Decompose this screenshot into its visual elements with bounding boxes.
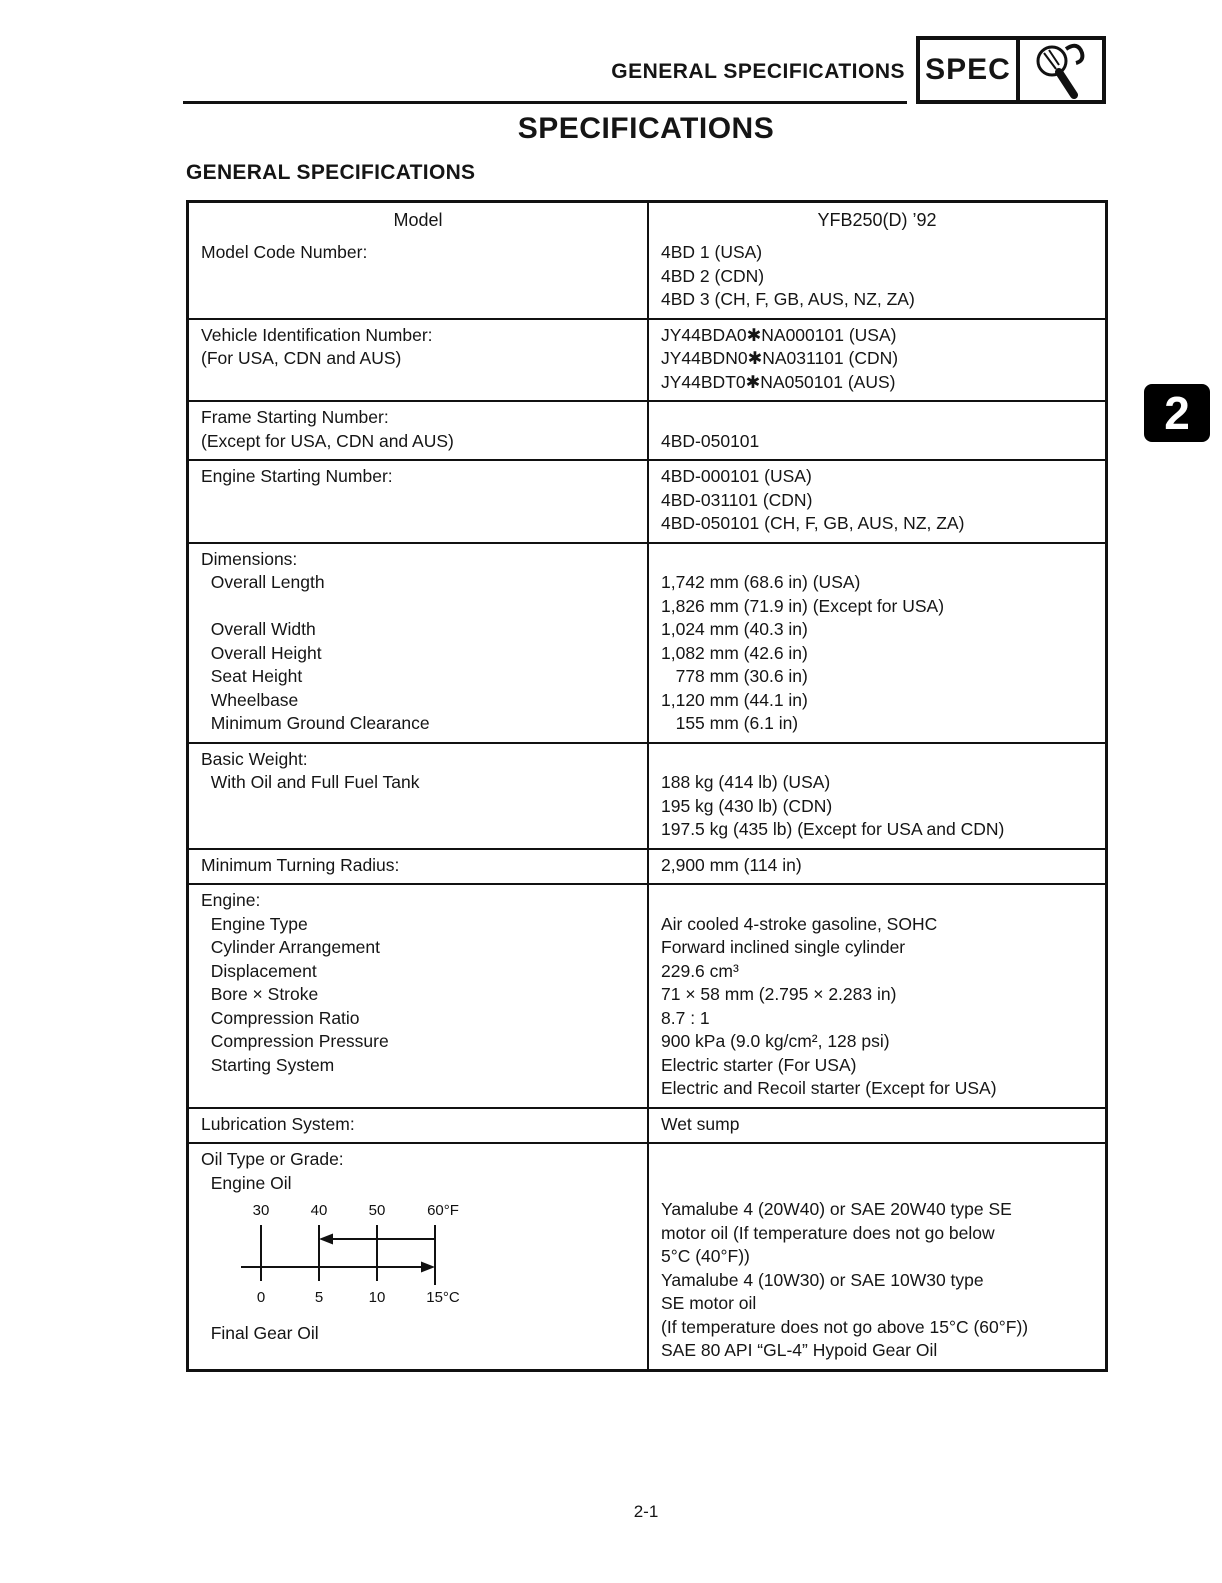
chart-tick-label: 10 (368, 1289, 386, 1306)
spec-name-cell (189, 544, 649, 742)
spec-value-line (661, 548, 1095, 572)
oil-temperature-chart (231, 1201, 481, 1316)
header-section-title: GENERAL SPECIFICATIONS (611, 60, 905, 83)
spec-label-line: With Oil and Full Fuel Tank (201, 772, 420, 792)
spec-label-line: Basic Weight: (201, 748, 308, 769)
spec-value-cell (649, 1144, 1105, 1369)
spec-value-cell (649, 237, 1105, 318)
spec-value-line (661, 889, 1095, 913)
page-title: SPECIFICATIONS (517, 112, 775, 145)
spec-label-line: Oil Type or Grade: (201, 1149, 344, 1169)
spec-value-line: Air cooled 4-stroke gasoline, SOHC (661, 913, 938, 934)
spec-value-line: 4BD 2 (CDN) (661, 265, 765, 286)
spec-name-cell (189, 402, 649, 459)
spec-value-line: 4BD 3 (CH, F, GB, AUS, NZ, ZA) (661, 289, 915, 309)
spec-value-line (661, 406, 1095, 430)
chart-tick-label: 30 (252, 1202, 270, 1219)
spec-label-line: Wheelbase (201, 689, 299, 710)
spec-value-line: 900 kPa (9.0 kg/cm², 128 psi) (661, 1031, 890, 1051)
table-row (189, 400, 1105, 459)
chart-tick-label: 40 (310, 1202, 328, 1219)
table-header-row (189, 203, 1105, 237)
spec-value-line: 1,742 mm (68.6 in) (USA) (661, 572, 861, 592)
spec-label-line: Dimensions: (201, 548, 298, 569)
spec-value-line: JY44BDT0✱NA050101 (AUS) (661, 371, 896, 392)
spec-value-line: 1,082 mm (42.6 in) (661, 642, 808, 663)
spec-table-body (189, 237, 1105, 1369)
spec-value-line: 1,024 mm (40.3 in) (661, 619, 808, 639)
spec-value-line: JY44BDN0✱NA031101 (CDN) (661, 348, 899, 368)
column-header-model: Model (189, 203, 649, 237)
spec-label-line: (For USA, CDN and AUS) (201, 348, 402, 368)
spec-value-line: SAE 80 API “GL-4” Hypoid Gear Oil (661, 1340, 938, 1360)
spec-table (186, 200, 1108, 1372)
spec-value-line: 197.5 kg (435 lb) (Except for USA and CDN) (661, 819, 1005, 839)
chapter-tab: 2 (1144, 384, 1210, 442)
spec-name-cell (189, 461, 649, 542)
spec-value-cell (649, 320, 1105, 401)
spec-value-line: 5°C (40°F)) (661, 1246, 750, 1266)
spec-label-line: Starting System (201, 1054, 335, 1075)
spec-value-cell (649, 402, 1105, 459)
header-rule (183, 101, 907, 104)
spec-label-line: Lubrication System: (201, 1113, 355, 1134)
section-title: GENERAL SPECIFICATIONS (186, 161, 476, 184)
spec-name-cell (189, 237, 649, 318)
table-row (189, 459, 1105, 542)
spec-value-line: 4BD-050101 (661, 430, 760, 451)
spec-value-line: 8.7 : 1 (661, 1007, 710, 1028)
spec-value-line: JY44BDA0✱NA000101 (USA) (661, 324, 897, 345)
spec-label-line: Bore × Stroke (201, 984, 319, 1004)
spec-value-line: (If temperature does not go above 15°C (60°F)) (661, 1316, 1029, 1337)
chart-tick-label: 60°F (427, 1202, 459, 1219)
spec-value-line: 778 mm (30.6 in) (661, 666, 808, 686)
spec-value-line: 71 × 58 mm (2.795 × 2.283 in) (661, 984, 897, 1004)
spec-value-line: 1,826 mm (71.9 in) (Except for USA) (661, 595, 945, 616)
column-header-value: YFB250(D) ’92 (817, 209, 937, 230)
spec-label-line: Engine Type (201, 913, 308, 934)
spec-value-cell (649, 461, 1105, 542)
spec-name-cell (189, 1144, 649, 1369)
spec-value-line: 4BD-050101 (CH, F, GB, AUS, NZ, ZA) (661, 513, 965, 533)
spec-value-cell (649, 885, 1105, 1107)
spec-label-line: Engine Starting Number: (201, 466, 393, 486)
spec-value-cell (649, 1109, 1105, 1143)
spec-value-line: motor oil (If temperature does not go below (661, 1222, 995, 1243)
spec-value-line: 1,120 mm (44.1 in) (661, 689, 808, 710)
spec-value-cell (649, 850, 1105, 884)
spec-value-line: 2,900 mm (114 in) (661, 854, 802, 875)
spec-value-line: 4BD-000101 (USA) (661, 466, 812, 486)
spec-label-line: Minimum Turning Radius: (201, 854, 400, 875)
spec-value-line: 229.6 cm³ (661, 960, 739, 981)
spec-value-line: 4BD-031101 (CDN) (661, 489, 813, 510)
dial-gauge-icon (1020, 40, 1102, 100)
table-row (189, 1107, 1105, 1143)
table-row (189, 237, 1105, 318)
spec-label-line: Overall Width (201, 619, 316, 639)
spec-value-line: SE motor oil (661, 1293, 757, 1313)
spec-value-line: Yamalube 4 (10W30) or SAE 10W30 type (661, 1269, 984, 1290)
spec-stamp (916, 36, 1106, 104)
spec-label-line: Engine: (201, 890, 261, 910)
spec-label-line: Seat Height (201, 666, 303, 686)
spec-value-line: 4BD 1 (USA) (661, 242, 763, 262)
spec-value-cell (649, 544, 1105, 742)
spec-name-cell (189, 1109, 649, 1143)
spec-value-line: Wet sump (661, 1113, 740, 1134)
spec-value-cell (649, 744, 1105, 848)
chart-tick-label: 15°C (426, 1289, 460, 1306)
spec-value-line: Electric starter (For USA) (661, 1054, 857, 1075)
spec-label-line (201, 595, 637, 619)
table-row (189, 318, 1105, 401)
spec-label-line: Displacement (201, 960, 317, 981)
table-row (189, 742, 1105, 848)
spec-label-line: Compression Ratio (201, 1007, 360, 1028)
table-row (189, 883, 1105, 1107)
spec-value-line: 155 mm (6.1 in) (661, 713, 799, 733)
spec-label-line: Overall Height (201, 642, 322, 663)
spec-value-line: 188 kg (414 lb) (USA) (661, 772, 831, 792)
table-row (189, 848, 1105, 884)
spec-label-line: Final Gear Oil (201, 1323, 319, 1343)
spec-label-line: Vehicle Identification Number: (201, 324, 433, 345)
chart-tick-label: 0 (256, 1289, 266, 1306)
page-number: 2-1 (633, 1502, 659, 1521)
oil-type-row (189, 1142, 1105, 1369)
table-row (189, 542, 1105, 742)
spec-name-cell (189, 744, 649, 848)
spec-name-cell (189, 850, 649, 884)
spec-name-cell (189, 320, 649, 401)
spec-value-line: 195 kg (430 lb) (CDN) (661, 795, 833, 816)
spec-value-line: Electric and Recoil starter (Except for USA) (661, 1078, 997, 1098)
spec-label-line: Frame Starting Number: (201, 407, 389, 427)
spec-label-line: Compression Pressure (201, 1031, 389, 1051)
spec-label-line: Overall Length (201, 572, 325, 592)
chart-tick-label: 5 (314, 1289, 324, 1306)
spec-value-line: Yamalube 4 (20W40) or SAE 20W40 type SE (661, 1199, 1012, 1219)
spec-label-line: Engine Oil (201, 1172, 292, 1193)
spec-name-cell (189, 885, 649, 1107)
spec-label-line: (Except for USA, CDN and AUS) (201, 430, 454, 451)
spec-label-line: Minimum Ground Clearance (201, 713, 430, 733)
chart-tick-label: 50 (368, 1202, 386, 1219)
spec-label-line: Model Code Number: (201, 242, 368, 262)
spec-value-line: Forward inclined single cylinder (661, 937, 906, 957)
spec-value-line (661, 748, 1095, 772)
spec-label: SPEC (920, 40, 1020, 100)
spec-label-line: Cylinder Arrangement (201, 937, 380, 957)
